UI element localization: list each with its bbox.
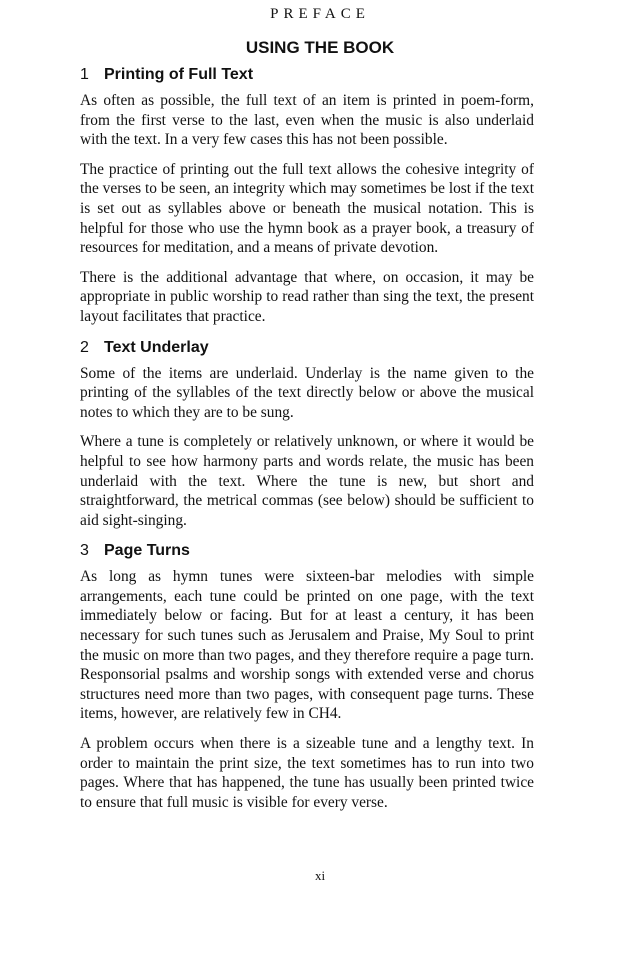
paragraph: As long as hymn tunes were sixteen-bar melodies with simple arrangements, each tune could be printed on one page, with the text immediately below or facing. But for at least a century, it has been necessary for such tunes such as Jerusalem and Praise, My Soul to print the music on more than two pages, and they therefore require a page turn. Responsorial psalms and worship songs with extended verse and chorus structures need more than two pages, with consequent page turns. These items, however, are relatively few in CH4.	[80, 568, 534, 723]
section-number: 2	[80, 338, 89, 356]
paragraph: There is the additional advantage that where, on occasion, it may be appropriate in public worship to read rather than sing the text, the present layout facilitates that practice.	[80, 268, 534, 325]
section-printing-full-text	[80, 64, 534, 327]
section-heading	[80, 337, 534, 359]
paragraph: A problem occurs when there is a sizeable tune and a lengthy text. In order to maintain the print size, the text sometimes has to run into two pages. Where that has happened, the tune has usually been printed twice to ensure that full music is visible for every verse.	[80, 735, 534, 811]
section-heading	[80, 64, 534, 86]
running-head: PREFACE	[270, 6, 370, 22]
section-number: 1	[80, 66, 89, 83]
page-number: xi	[314, 868, 326, 883]
section-title: Text Underlay	[104, 338, 209, 356]
paragraph: Where a tune is completely or relatively unknown, or where it would be helpful to see how harmony parts and words relate, the music has been underlaid with the text. Where the tune is new, but short and straightforward, the metrical commas (see below) should be sufficient to aid sight-singing.	[80, 433, 534, 529]
paragraph: Some of the items are underlaid. Underlay is the name given to the printing of the syllables of the text directly below or above the musical notes to which they are to be sung.	[80, 364, 534, 421]
section-number: 3	[80, 542, 89, 560]
paragraph: The practice of printing out the full text allows the cohesive integrity of the verses to be seen, an integrity which may sometimes be lost if the text is set out as syllables above or beneath the musical notation. This is helpful for those who use the hymn book as a prayer book, a treasury of resources for meditation, and a means of private devotion.	[80, 160, 534, 257]
body-content	[80, 64, 534, 822]
section-title: Printing of Full Text	[104, 66, 254, 83]
section-heading	[80, 540, 534, 562]
section-text-underlay	[80, 337, 534, 531]
section-title: Page Turns	[104, 542, 190, 560]
paragraph: As often as possible, the full text of an item is printed in poem-form, from the first verse to the last, even when the music is also underlaid with the text. In a very few cases this has not been possible.	[80, 92, 534, 149]
page-title: USING THE BOOK	[245, 38, 395, 57]
section-page-turns	[80, 540, 534, 812]
